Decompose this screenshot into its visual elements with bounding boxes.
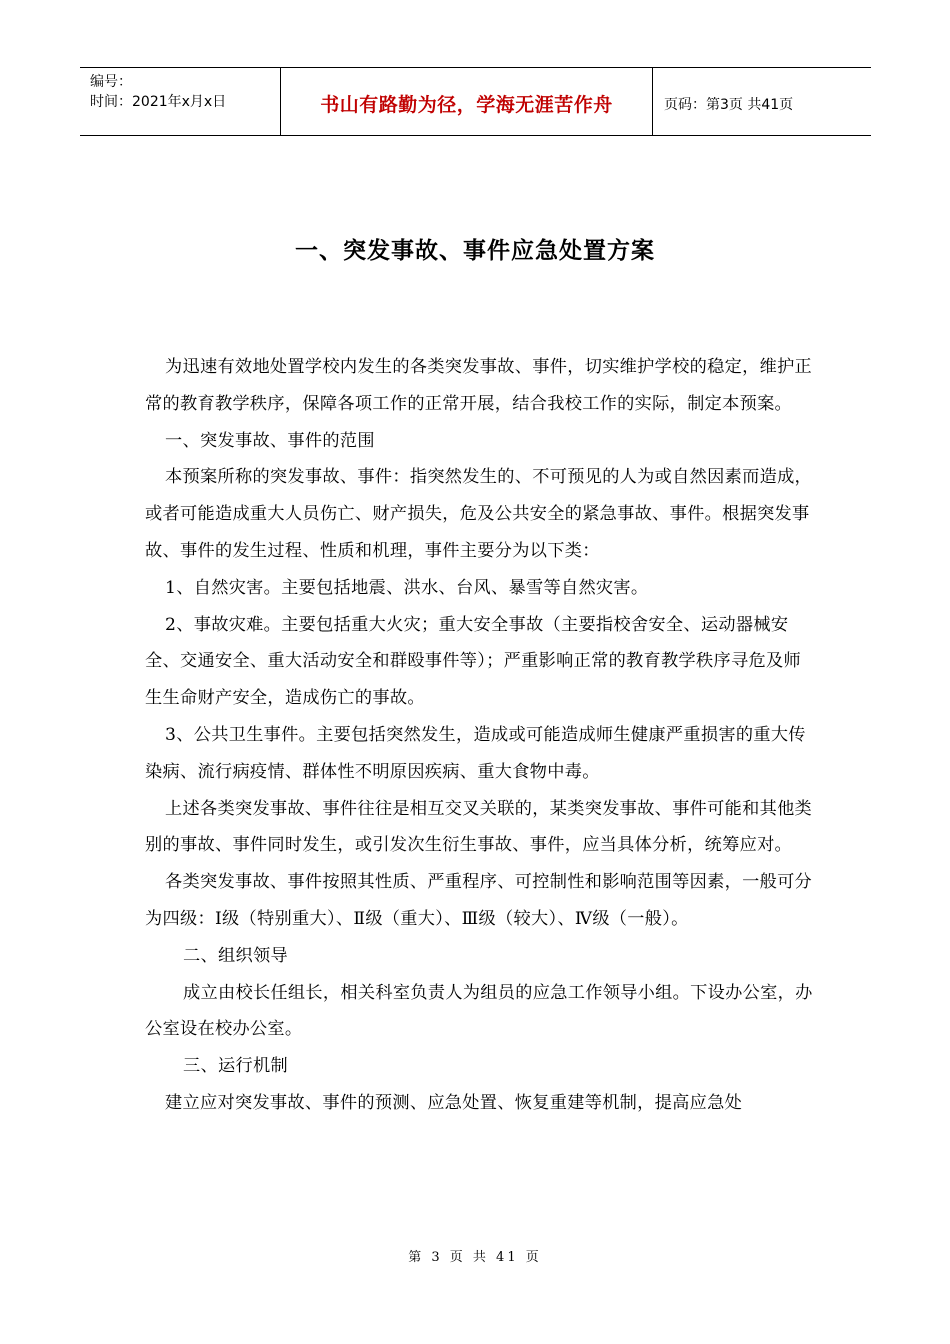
header-page-info: 页码：第3页 共41页 — [664, 96, 794, 113]
page-footer: 第 3 页 共 41 页 — [408, 1250, 542, 1265]
paragraph: 建立应对突发事故、事件的预测、应急处置、恢复重建等机制，提高应急处 — [165, 1092, 743, 1113]
list-item: 3、公共卫生事件。主要包括突然发生，造成或可能造成师生健康严重损害的重大传染病、流行病疫情、群体性不明原因疾病、重大食物中毒。 — [145, 724, 806, 782]
paragraph: 各类突发事故、事件按照其性质、严重程序、可控制性和影响范围等因素，一般可分为四级：Ⅰ级（特别重大）、Ⅱ级（重大）、Ⅲ级（较大）、Ⅳ级（一般）。 — [145, 872, 813, 929]
header-meta — [80, 68, 281, 135]
paragraph: 本预案所称的突发事故、事件：指突然发生的、不可预见的人为或自然因素而造成，或者可能造成重大人员伤亡、财产损失，危及公共安全的紧急事故、事件。根据突发事故、事件的发生过程、性质和机理，事件主要分为以下类： — [145, 467, 813, 561]
section-heading: 二、组织领导 — [183, 945, 288, 966]
document-title: 一、突发事故、事件应急处置方案 — [295, 238, 655, 264]
time-label: 时间：2021年x月x日 — [90, 94, 227, 110]
document-body — [145, 349, 817, 1122]
number-label: 编号： — [90, 74, 132, 90]
header-table — [80, 67, 871, 136]
paragraph: 为迅速有效地处置学校内发生的各类突发事故、事件，切实维护学校的稳定，维护正常的教育教学秩序，保障各项工作的正常开展，结合我校工作的实际，制定本预案。 — [145, 357, 813, 414]
section-heading: 一、突发事故、事件的范围 — [165, 430, 375, 451]
paragraph: 成立由校长任组长，相关科室负责人为组员的应急工作领导小组。下设办公室，办公室设在校办公室。 — [145, 982, 813, 1040]
paragraph: 上述各类突发事故、事件往往是相互交叉关联的，某类突发事故、事件可能和其他类别的事故、事件同时发生，或引发次生衍生事故、事件，应当具体分析，统筹应对。 — [145, 798, 813, 856]
list-item: 1、自然灾害。主要包括地震、洪水、台风、暴雪等自然灾害。 — [165, 577, 649, 598]
header-motto: 书山有路勤为径，学海无涯苦作舟 — [281, 68, 653, 135]
section-heading: 三、运行机制 — [183, 1056, 288, 1077]
list-item: 2、事故灾难。主要包括重大火灾；重大安全事故（主要指校舍安全、运动器械安全、交通安全、重大活动安全和群殴事件等）；严重影响正常的教育教学秩序寻危及师生生命财产安全，造成伤亡的事故。 — [145, 614, 801, 709]
